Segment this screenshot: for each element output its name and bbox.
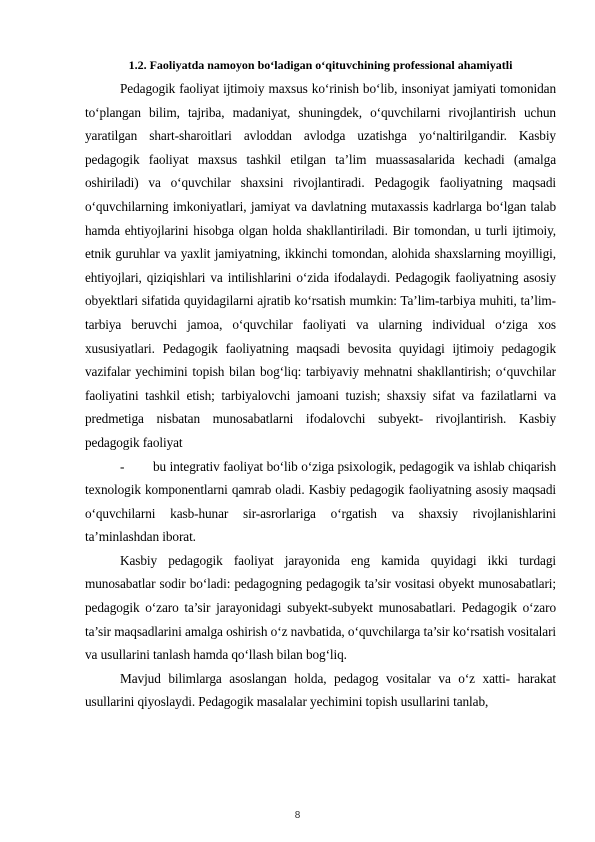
page-content xyxy=(85,55,556,714)
dash-list-item xyxy=(85,455,556,549)
page-number: 8 xyxy=(294,810,301,821)
dash-marker: - xyxy=(120,458,125,474)
body-paragraph-1: Pedagogik faoliyat ijtimoiy maxsus ko‘rinish bo‘lib, insoniyat jamiyati tomonidan to‘plangan bilim, tajriba, madaniyat, shuningdek, o‘quvchilarni rivojlantirish uchun yaratilgan shart-sharoitlari avloddan avlodga uzatishga yo‘naltirilgandir. Kasbiy pedagogik faoliyat maxsus tashkil etilgan ta’lim muassasalarida kechadi (amalga oshiriladi) va o‘quvchilar shaxsini rivojlantiradi. Pedagogik faoliyatning maqsadi o‘quvchilarning imkoniyatlari, jamiyat va davlatning mutaxassis kadrlarga bo‘lgan talab hamda ehtiyojlarini hisobga olgan holda shakllantiriladi. Bir tomondan, u turli ijtimoiy, etnik guruhlar va yaxlit jamiyatning, ikkinchi tomondan, alohida shaxslarning moyilligi, ehtiyojlari, qiziqishlari va intilishlarini o‘zida ifodalaydi. Pedagogik faoliyatning asosiy obyektlari sifatida quyidagilarni ajratib ko‘rsatish mumkin: Ta’lim-tarbiya muhiti, ta’lim-tarbiya beruvchi jamoa, o‘quvchilar faoliyati va ularning individual o‘ziga xos xususiyatlari. Pedagogik faoliyatning maqsadi bevosita quyidagi ijtimoiy pedagogik vazifalar yechimini topish bilan bog‘liq: tarbiyaviy mehnatni shakllantirish; o‘quvchilar faoliyatini tashkil etish; tarbiyalovchi jamoani tuzish; shaxsiy sifat va fazilatlarni va predmetiga nisbatan munosabatlarni ifodalovchi subyekt- rivojlantirish. Kasbiy pedagogik faoliyat xyxy=(85,81,556,450)
dash-item-text: bu integrativ faoliyat bo‘lib o‘ziga psixologik, pedagogik va ishlab chiqarish texnologik komponentlarni qamrab oladi. Kasbiy pedagogik faoliyatning asosiy maqsadi o‘quvchilarni kasb-hunar sir-asrorlariga o‘rgatish va shaxsiy rivojlanishlarini ta’minlashdan iborat. xyxy=(85,458,556,545)
body-paragraph-3: Mavjud bilimlarga asoslangan holda, pedagog vositalar va o‘z xatti- harakat usullarini qiyoslaydi. Pedagogik masalalar yechimini topish usullarini tanlab, xyxy=(85,670,556,710)
body-paragraph-2: Kasbiy pedagogik faoliyat jarayonida eng kamida quyidagi ikki turdagi munosabatlar sodir bo‘ladi: pedagogning pedagogik ta’sir vositasi obyekt munosabatlari; pedagogik o‘zaro ta’sir jarayonidagi subyekt-subyekt munosabatlari. Pedagogik o‘zaro ta’sir maqsadlarini amalga oshirish o‘z navbatida, o‘quvchilarga ta’sir ko‘rsatish vositalari va usullarini tanlash hamda qo‘llash bilan bog‘liq. xyxy=(85,552,556,663)
section-heading: 1.2. Faoliyatda namoyon bo‘ladigan o‘qituvchining professional ahamiyatli xyxy=(128,58,513,72)
